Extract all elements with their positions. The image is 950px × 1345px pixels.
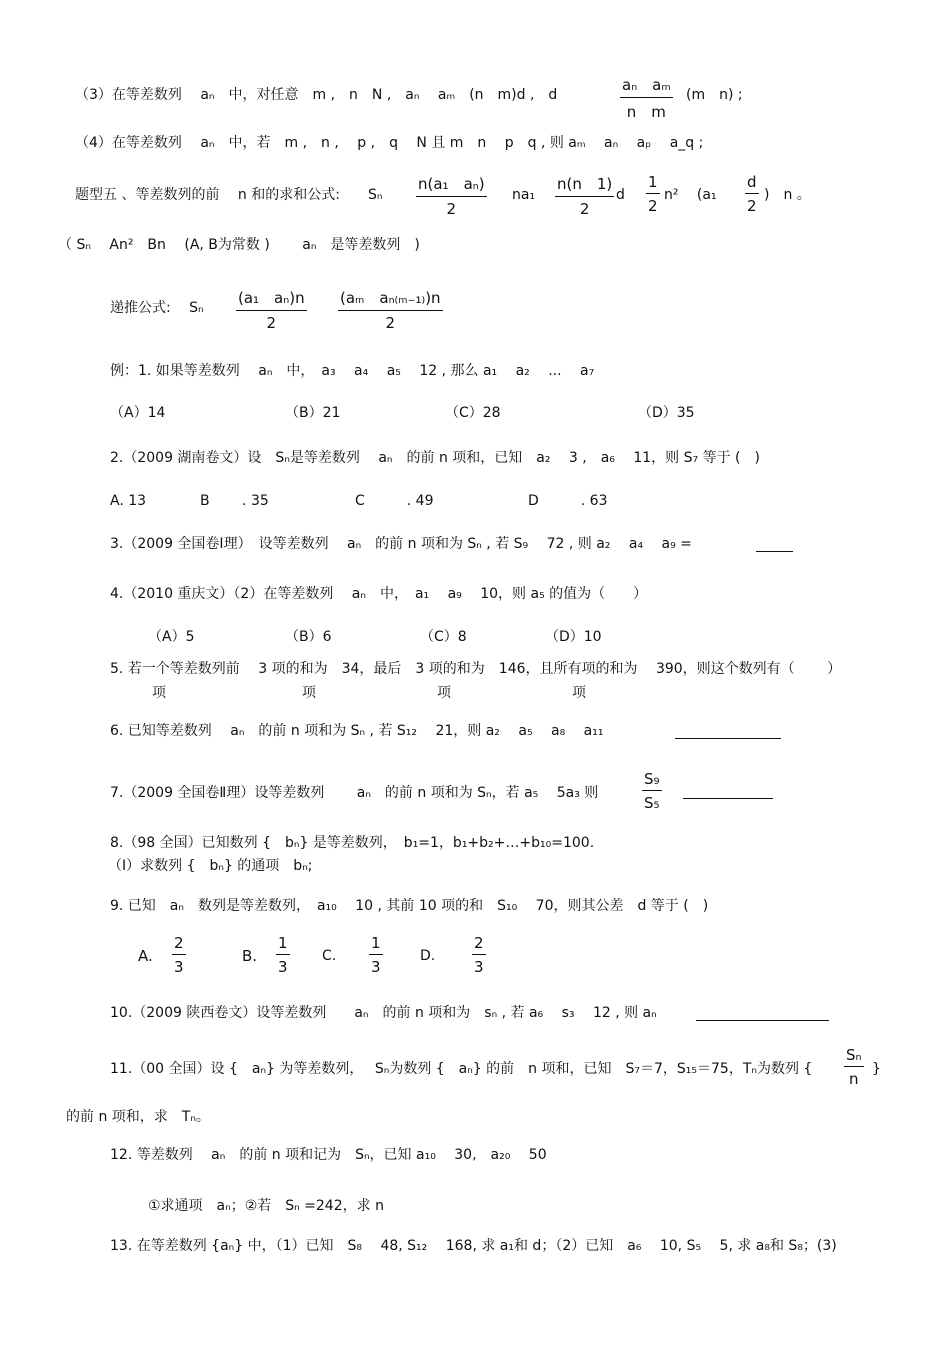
example-2-option-c: C . 49 — [355, 493, 434, 509]
example-6-question: 6. 已知等差数列 aₙ 的前 n 项和为 Sₙ , 若 S₁₂ 21，则 a₂ a₅ a₈ a₁₁ — [110, 723, 604, 739]
fraction-denominator: 2 — [579, 200, 590, 218]
sum-quadratic-form: （ Sₙ An² Bn (A, B为常数 ) aₙ 是等差数列 ) — [58, 237, 420, 253]
fraction-denominator: 3 — [174, 958, 184, 976]
example-9-option-a-fraction — [172, 934, 186, 976]
example-3-question: 3.（2009 全国卷Ⅰ理） 设等差数列 aₙ 的前 n 项和为 Sₙ , 若 S₉ 72 , 则 a₂ a₄ a₉ = — [110, 536, 692, 552]
example-5-question: 5. 若一个等差数列前 3 项的和为 34，最后 3 项的和为 146，且所有项的和为 390，则这个数列有（ ） — [110, 661, 842, 677]
sum-formula-label: 题型五 、等差数列的前 n 和的求和公式: Sₙ — [75, 187, 383, 203]
example-11-continuation: 的前 n 项和，求 Tₙ。 — [66, 1109, 210, 1125]
example-9-option-c-label: C. — [322, 948, 337, 964]
fraction-denominator: 2 — [446, 200, 457, 218]
example-1-option-a: （A）14 — [110, 405, 166, 421]
sum-formula-n2: n² (a₁ — [664, 187, 717, 203]
example-9-option-c-fraction — [369, 934, 383, 976]
example-7-answer-blank[interactable] — [683, 798, 773, 799]
fraction-denominator: 3 — [278, 958, 288, 976]
sum-formula-d: d — [616, 187, 625, 203]
example-9-option-b-fraction — [276, 934, 290, 976]
fraction-denominator: 2 — [385, 314, 396, 332]
property-3-text: （3）在等差数列 aₙ 中，对任意 m , n N , aₙ aₘ (n m)d , d — [75, 87, 558, 103]
example-2-option-d: D . 63 — [528, 493, 608, 509]
fraction-denominator: n m — [626, 103, 666, 121]
fraction-numerator: 1 — [369, 934, 383, 955]
fraction-numerator: 1 — [646, 173, 660, 194]
property-4-text: （4）在等差数列 aₙ 中，若 m , n , p , q N 且 m n p q , 则 aₘ aₙ aₚ a_q ; — [75, 135, 704, 151]
example-9-option-d-fraction — [472, 934, 486, 976]
fraction-denominator: 2 — [746, 197, 757, 215]
example-10-answer-blank[interactable] — [696, 1020, 829, 1021]
fraction-numerator: (aₘ aₙ₍ₘ₋₁₎)n — [338, 287, 443, 311]
example-4-option-c: （C）8 — [420, 629, 467, 645]
fraction-numerator: 2 — [472, 934, 486, 955]
property-3-tail: (m n) ; — [686, 87, 743, 103]
fraction-denominator: 3 — [371, 958, 381, 976]
sum-formula-fraction-2 — [555, 173, 614, 218]
example-1-question: 例：1. 如果等差数列 aₙ 中， a₃ a₄ a₅ 12 , 那么 a₁ a₂ ... a₇ — [110, 363, 595, 379]
example-1-option-b: （B）21 — [285, 405, 341, 421]
example-5-option-unit: 项 — [302, 685, 316, 701]
sum-formula-fraction-3 — [646, 173, 660, 215]
example-5-option-unit: 项 — [152, 685, 166, 701]
example-4-option-a: （A）5 — [148, 629, 195, 645]
sum-formula-tail: ) n 。 — [764, 187, 811, 203]
example-8-subquestion: （Ⅰ）求数列 { bₙ} 的通项 bₙ; — [108, 858, 313, 874]
example-5-option-unit: 项 — [572, 685, 586, 701]
example-9-option-a-label: A. — [138, 947, 153, 965]
example-12-subquestion: ①求通项 aₙ；②若 Sₙ =242，求 n — [148, 1198, 384, 1214]
fraction-denominator: 3 — [474, 958, 484, 976]
sum-formula-na1: na₁ — [512, 187, 536, 203]
example-11-question: 11.（00 全国）设 { aₙ} 为等差数列， Sₙ为数列 { aₙ} 的前 n 项和，已知 S₇＝7，S₁₅＝75，Tₙ为数列 { — [110, 1061, 813, 1077]
example-9-option-b-label: B. — [242, 947, 258, 965]
example-4-option-d: （D）10 — [545, 629, 602, 645]
property-3-fraction — [620, 74, 673, 122]
example-4-question: 4.（2010 重庆文）（2）在等差数列 aₙ 中， a₁ a₉ 10，则 a₅ 的值为（ ） — [110, 586, 648, 602]
example-3-answer-blank[interactable] — [756, 551, 793, 552]
sum-formula-fraction-1 — [416, 173, 487, 218]
recursion-formula-label: 递推公式: Sₙ — [110, 300, 204, 316]
fraction-denominator: n — [848, 1070, 859, 1088]
example-2-option-a: A. 13 — [110, 493, 147, 509]
example-1-option-c: （C）28 — [445, 405, 501, 421]
fraction-numerator: n(a₁ aₙ) — [416, 173, 487, 197]
fraction-numerator: n(n 1) — [555, 173, 614, 197]
example-7-question: 7.（2009 全国卷Ⅱ理）设等差数列 aₙ 的前 n 项和为 Sₙ，若 a₅ 5a₃ 则 — [110, 785, 599, 801]
example-2-question: 2.（2009 湖南卷文）设 Sₙ是等差数列 aₙ 的前 n 项和，已知 a₂ 3 , a₆ 11，则 S₇ 等于 ( ) — [110, 450, 760, 466]
fraction-denominator: 2 — [648, 197, 658, 215]
fraction-numerator: aₙ aₘ — [620, 74, 673, 98]
recursion-fraction-2 — [338, 287, 443, 332]
fraction-numerator: S₉ — [642, 770, 662, 791]
example-4-option-b: （B）6 — [285, 629, 332, 645]
example-11-close-brace: } — [872, 1061, 881, 1077]
example-13-question: 13. 在等差数列 {aₙ} 中，（1）已知 S₈ 48, S₁₂ 168, 求 a₁和 d；（2）已知 a₆ 10, S₅ 5, 求 a₈和 S₈；(3) — [110, 1238, 837, 1254]
fraction-numerator: 2 — [172, 934, 186, 955]
example-12-question: 12. 等差数列 aₙ 的前 n 项和记为 Sₙ，已知 a₁₀ 30, a₂₀ 50 — [110, 1147, 547, 1163]
fraction-denominator: S₅ — [644, 794, 660, 812]
sum-formula-fraction-4 — [745, 173, 759, 215]
example-8-question: 8.（98 全国）已知数列 { bₙ} 是等差数列， b₁=1，b₁+b₂+…+b₁₀=100. — [110, 835, 595, 851]
fraction-numerator: (a₁ aₙ)n — [236, 287, 307, 311]
fraction-denominator: 2 — [266, 314, 277, 332]
example-11-fraction — [844, 1046, 864, 1088]
fraction-numerator: 1 — [276, 934, 290, 955]
fraction-numerator: Sₙ — [844, 1046, 864, 1067]
example-10-question: 10.（2009 陕西卷文）设等差数列 aₙ 的前 n 项和为 sₙ , 若 a₆ s₃ 12 , 则 aₙ — [110, 1005, 657, 1021]
example-5-option-unit: 项 — [437, 685, 451, 701]
example-2-option-b: B . 35 — [200, 493, 269, 509]
example-6-answer-blank[interactable] — [675, 738, 781, 739]
example-7-fraction — [642, 770, 662, 812]
fraction-numerator: d — [745, 173, 759, 194]
example-1-option-d: （D）35 — [638, 405, 695, 421]
example-9-question: 9. 已知 aₙ 数列是等差数列， a₁₀ 10 , 其前 10 项的和 S₁₀ 70，则其公差 d 等于 ( ) — [110, 898, 709, 914]
recursion-fraction-1 — [236, 287, 307, 332]
example-9-option-d-label: D. — [420, 948, 436, 964]
